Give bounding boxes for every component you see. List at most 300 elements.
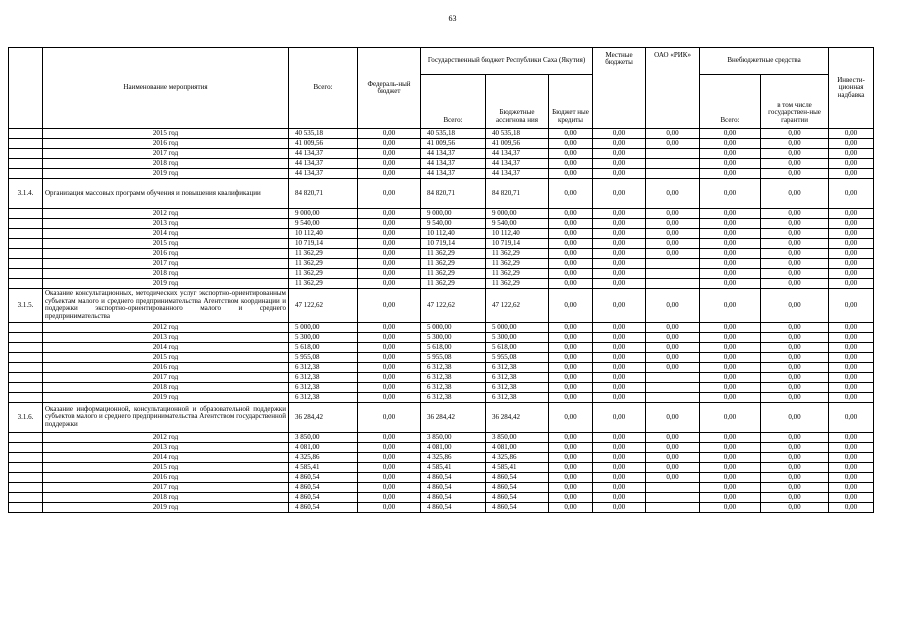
year-row xyxy=(9,159,874,169)
value-cell: 0,00 xyxy=(549,209,593,219)
value-cell: 4 081,00 xyxy=(421,442,486,452)
value-cell: 0,00 xyxy=(700,382,761,392)
value-cell: 0,00 xyxy=(549,219,593,229)
value-cell: 0,00 xyxy=(761,352,829,362)
value-cell: 0,00 xyxy=(761,442,829,452)
value-cell xyxy=(646,372,700,382)
value-cell: 0,00 xyxy=(829,352,874,362)
row-code: 3.1.6. xyxy=(9,402,43,432)
value-cell: 4 860,54 xyxy=(421,492,486,502)
value-cell: 0,00 xyxy=(761,322,829,332)
year-label: 2016 год xyxy=(43,139,289,149)
value-cell: 0,00 xyxy=(700,472,761,482)
value-cell: 6 312,38 xyxy=(289,392,358,402)
value-cell: 5 300,00 xyxy=(421,332,486,342)
value-cell: 0,00 xyxy=(829,279,874,289)
value-cell: 84 820,71 xyxy=(421,179,486,209)
row-code xyxy=(9,502,43,512)
value-cell: 0,00 xyxy=(593,362,646,372)
value-cell: 0,00 xyxy=(593,402,646,432)
value-cell: 6 312,38 xyxy=(289,362,358,372)
value-cell: 36 284,42 xyxy=(486,402,549,432)
value-cell: 0,00 xyxy=(646,352,700,362)
value-cell: 0,00 xyxy=(593,279,646,289)
year-label: 2019 год xyxy=(43,279,289,289)
year-row xyxy=(9,229,874,239)
value-cell: 10 719,14 xyxy=(289,239,358,249)
value-cell: 41 009,56 xyxy=(486,139,549,149)
value-cell: 0,00 xyxy=(829,179,874,209)
value-cell: 41 009,56 xyxy=(289,139,358,149)
row-code: 3.1.4. xyxy=(9,179,43,209)
year-label: 2014 год xyxy=(43,229,289,239)
value-cell: 0,00 xyxy=(700,249,761,259)
measure-row xyxy=(9,179,874,209)
value-cell: 0,00 xyxy=(829,239,874,249)
value-cell: 11 362,29 xyxy=(486,279,549,289)
value-cell: 11 362,29 xyxy=(421,279,486,289)
header-state-allocations: Бюджетные ассигнова ния xyxy=(486,75,549,129)
row-code xyxy=(9,332,43,342)
value-cell: 4 585,41 xyxy=(289,462,358,472)
value-cell: 11 362,29 xyxy=(486,269,549,279)
table-header xyxy=(9,48,874,129)
value-cell: 0,00 xyxy=(646,229,700,239)
value-cell: 0,00 xyxy=(549,239,593,249)
value-cell: 6 312,38 xyxy=(289,372,358,382)
year-row xyxy=(9,482,874,492)
measure-row xyxy=(9,289,874,323)
row-code xyxy=(9,239,43,249)
measure-row xyxy=(9,402,874,432)
value-cell: 0,00 xyxy=(700,279,761,289)
value-cell: 4 860,54 xyxy=(486,472,549,482)
value-cell: 0,00 xyxy=(646,332,700,342)
value-cell: 0,00 xyxy=(358,442,421,452)
header-invest: Инвести-ционная надбавка xyxy=(829,48,874,129)
year-label: 2019 год xyxy=(43,392,289,402)
value-cell: 0,00 xyxy=(549,159,593,169)
table-body xyxy=(9,129,874,513)
value-cell: 0,00 xyxy=(549,259,593,269)
value-cell: 0,00 xyxy=(549,149,593,159)
value-cell: 47 122,62 xyxy=(421,289,486,323)
row-code xyxy=(9,129,43,139)
value-cell: 0,00 xyxy=(761,392,829,402)
value-cell: 0,00 xyxy=(593,452,646,462)
year-label: 2017 год xyxy=(43,372,289,382)
year-label: 2014 год xyxy=(43,342,289,352)
value-cell: 0,00 xyxy=(358,279,421,289)
value-cell: 4 585,41 xyxy=(486,462,549,472)
header-rik: ОАО «РИК» xyxy=(646,48,700,129)
value-cell: 0,00 xyxy=(700,332,761,342)
value-cell: 0,00 xyxy=(593,239,646,249)
year-row xyxy=(9,352,874,362)
year-label: 2015 год xyxy=(43,129,289,139)
value-cell: 0,00 xyxy=(593,269,646,279)
page-number: 63 xyxy=(448,14,457,23)
value-cell: 84 820,71 xyxy=(289,179,358,209)
value-cell xyxy=(646,502,700,512)
value-cell: 0,00 xyxy=(700,402,761,432)
value-cell: 5 000,00 xyxy=(421,322,486,332)
year-label: 2012 год xyxy=(43,432,289,442)
value-cell: 0,00 xyxy=(829,382,874,392)
value-cell: 0,00 xyxy=(761,269,829,279)
year-label: 2013 год xyxy=(43,332,289,342)
value-cell: 0,00 xyxy=(593,149,646,159)
value-cell: 4 081,00 xyxy=(289,442,358,452)
value-cell: 6 312,38 xyxy=(421,392,486,402)
year-row xyxy=(9,239,874,249)
value-cell: 0,00 xyxy=(700,362,761,372)
value-cell: 0,00 xyxy=(761,482,829,492)
value-cell: 6 312,38 xyxy=(421,382,486,392)
value-cell: 0,00 xyxy=(593,169,646,179)
value-cell: 0,00 xyxy=(549,229,593,239)
row-code xyxy=(9,472,43,482)
value-cell: 10 112,40 xyxy=(486,229,549,239)
value-cell: 0,00 xyxy=(761,279,829,289)
value-cell: 6 312,38 xyxy=(486,392,549,402)
value-cell: 0,00 xyxy=(549,342,593,352)
value-cell: 44 134,37 xyxy=(486,169,549,179)
value-cell: 0,00 xyxy=(593,352,646,362)
value-cell xyxy=(646,259,700,269)
value-cell: 44 134,37 xyxy=(486,149,549,159)
row-code xyxy=(9,269,43,279)
row-code xyxy=(9,229,43,239)
value-cell: 4 860,54 xyxy=(289,492,358,502)
value-cell: 4 325,86 xyxy=(421,452,486,462)
row-code xyxy=(9,372,43,382)
value-cell: 0,00 xyxy=(761,219,829,229)
value-cell: 0,00 xyxy=(761,452,829,462)
value-cell: 0,00 xyxy=(646,129,700,139)
value-cell: 9 540,00 xyxy=(421,219,486,229)
value-cell: 6 312,38 xyxy=(486,372,549,382)
value-cell: 0,00 xyxy=(358,229,421,239)
value-cell: 0,00 xyxy=(358,462,421,472)
value-cell: 0,00 xyxy=(358,382,421,392)
value-cell xyxy=(646,169,700,179)
value-cell: 0,00 xyxy=(549,362,593,372)
value-cell: 0,00 xyxy=(593,462,646,472)
header-total: Всего: xyxy=(289,48,358,129)
value-cell xyxy=(646,149,700,159)
value-cell: 0,00 xyxy=(829,392,874,402)
value-cell: 0,00 xyxy=(358,472,421,482)
header-extra-total: Всего: xyxy=(700,75,761,129)
value-cell: 0,00 xyxy=(358,219,421,229)
value-cell: 0,00 xyxy=(549,139,593,149)
value-cell: 5 955,08 xyxy=(289,352,358,362)
value-cell: 3 850,00 xyxy=(421,432,486,442)
value-cell: 10 719,14 xyxy=(421,239,486,249)
measure-name: Оказание информационной, консультационной и образовательной поддержки субъектов малого и среднего предпринимательства Агентством государственной поддержки xyxy=(43,402,289,432)
value-cell: 0,00 xyxy=(646,289,700,323)
year-label: 2019 год xyxy=(43,169,289,179)
value-cell: 5 000,00 xyxy=(486,322,549,332)
year-label: 2013 год xyxy=(43,219,289,229)
value-cell: 0,00 xyxy=(593,159,646,169)
value-cell: 0,00 xyxy=(549,402,593,432)
year-label: 2017 год xyxy=(43,149,289,159)
value-cell: 0,00 xyxy=(358,482,421,492)
row-code xyxy=(9,209,43,219)
year-row xyxy=(9,259,874,269)
value-cell: 0,00 xyxy=(700,492,761,502)
value-cell: 5 000,00 xyxy=(289,322,358,332)
value-cell: 0,00 xyxy=(593,129,646,139)
value-cell: 0,00 xyxy=(829,432,874,442)
value-cell: 0,00 xyxy=(829,482,874,492)
value-cell: 0,00 xyxy=(646,362,700,372)
year-label: 2017 год xyxy=(43,259,289,269)
value-cell: 0,00 xyxy=(549,432,593,442)
value-cell: 11 362,29 xyxy=(289,249,358,259)
row-code xyxy=(9,322,43,332)
year-row xyxy=(9,269,874,279)
value-cell: 0,00 xyxy=(593,209,646,219)
value-cell: 0,00 xyxy=(829,332,874,342)
value-cell: 0,00 xyxy=(646,432,700,442)
row-code xyxy=(9,492,43,502)
value-cell: 0,00 xyxy=(829,372,874,382)
value-cell xyxy=(646,279,700,289)
value-cell: 0,00 xyxy=(761,169,829,179)
value-cell: 0,00 xyxy=(829,492,874,502)
value-cell: 0,00 xyxy=(549,332,593,342)
value-cell: 0,00 xyxy=(646,342,700,352)
header-state-budget: Государственный бюджет Республики Саха (Якутия) xyxy=(421,48,593,75)
value-cell: 0,00 xyxy=(646,179,700,209)
value-cell xyxy=(646,482,700,492)
value-cell: 0,00 xyxy=(593,382,646,392)
value-cell: 0,00 xyxy=(549,482,593,492)
row-code xyxy=(9,149,43,159)
value-cell: 0,00 xyxy=(646,442,700,452)
value-cell: 0,00 xyxy=(549,279,593,289)
header-name: Наименование мероприятия xyxy=(43,48,289,129)
value-cell: 0,00 xyxy=(761,179,829,209)
value-cell: 0,00 xyxy=(761,432,829,442)
year-label: 2019 год xyxy=(43,502,289,512)
value-cell: 0,00 xyxy=(358,432,421,442)
value-cell: 6 312,38 xyxy=(421,372,486,382)
year-label: 2015 год xyxy=(43,239,289,249)
value-cell: 0,00 xyxy=(358,259,421,269)
value-cell: 0,00 xyxy=(761,139,829,149)
year-row xyxy=(9,472,874,482)
row-code xyxy=(9,442,43,452)
year-label: 2012 год xyxy=(43,209,289,219)
value-cell: 0,00 xyxy=(700,209,761,219)
value-cell xyxy=(646,382,700,392)
value-cell: 4 860,54 xyxy=(421,502,486,512)
value-cell: 0,00 xyxy=(761,149,829,159)
value-cell: 0,00 xyxy=(646,462,700,472)
value-cell: 0,00 xyxy=(593,229,646,239)
value-cell: 10 112,40 xyxy=(289,229,358,239)
value-cell: 5 955,08 xyxy=(486,352,549,362)
row-code xyxy=(9,462,43,472)
value-cell: 4 860,54 xyxy=(486,492,549,502)
header-federal: Федераль-ный бюджет xyxy=(358,48,421,129)
value-cell: 4 081,00 xyxy=(486,442,549,452)
value-cell: 0,00 xyxy=(761,462,829,472)
year-row xyxy=(9,209,874,219)
value-cell: 0,00 xyxy=(829,322,874,332)
year-label: 2015 год xyxy=(43,352,289,362)
value-cell: 0,00 xyxy=(829,342,874,352)
value-cell: 0,00 xyxy=(593,492,646,502)
value-cell: 0,00 xyxy=(549,129,593,139)
year-row xyxy=(9,332,874,342)
value-cell: 0,00 xyxy=(549,502,593,512)
value-cell: 44 134,37 xyxy=(421,149,486,159)
value-cell: 0,00 xyxy=(829,229,874,239)
value-cell: 0,00 xyxy=(761,129,829,139)
value-cell: 0,00 xyxy=(549,322,593,332)
header-extra: Внебюджетные средства xyxy=(700,48,829,75)
value-cell: 6 312,38 xyxy=(486,362,549,372)
value-cell: 0,00 xyxy=(700,462,761,472)
value-cell: 4 860,54 xyxy=(486,502,549,512)
value-cell: 11 362,29 xyxy=(421,249,486,259)
value-cell: 0,00 xyxy=(700,322,761,332)
value-cell: 0,00 xyxy=(829,249,874,259)
year-row xyxy=(9,432,874,442)
budget-table xyxy=(8,47,874,513)
row-code xyxy=(9,392,43,402)
year-row xyxy=(9,169,874,179)
value-cell: 0,00 xyxy=(761,502,829,512)
value-cell: 6 312,38 xyxy=(289,382,358,392)
value-cell: 0,00 xyxy=(358,332,421,342)
row-code xyxy=(9,342,43,352)
value-cell: 0,00 xyxy=(829,209,874,219)
value-cell: 41 009,56 xyxy=(421,139,486,149)
value-cell: 0,00 xyxy=(593,332,646,342)
value-cell: 0,00 xyxy=(549,289,593,323)
year-row xyxy=(9,322,874,332)
value-cell: 9 000,00 xyxy=(421,209,486,219)
value-cell: 11 362,29 xyxy=(486,259,549,269)
value-cell: 0,00 xyxy=(700,392,761,402)
value-cell: 0,00 xyxy=(761,159,829,169)
row-code xyxy=(9,259,43,269)
value-cell: 0,00 xyxy=(593,219,646,229)
year-label: 2015 год xyxy=(43,462,289,472)
value-cell: 0,00 xyxy=(700,452,761,462)
value-cell: 0,00 xyxy=(761,209,829,219)
row-code xyxy=(9,382,43,392)
year-row xyxy=(9,392,874,402)
row-code xyxy=(9,249,43,259)
value-cell: 0,00 xyxy=(358,352,421,362)
value-cell: 0,00 xyxy=(593,179,646,209)
value-cell: 0,00 xyxy=(700,372,761,382)
value-cell: 0,00 xyxy=(646,249,700,259)
value-cell: 9 000,00 xyxy=(289,209,358,219)
value-cell: 0,00 xyxy=(700,219,761,229)
value-cell: 0,00 xyxy=(593,432,646,442)
value-cell: 4 325,86 xyxy=(289,452,358,462)
value-cell: 44 134,37 xyxy=(289,159,358,169)
value-cell: 0,00 xyxy=(761,382,829,392)
year-label: 2017 год xyxy=(43,482,289,492)
value-cell: 0,00 xyxy=(829,139,874,149)
year-label: 2013 год xyxy=(43,442,289,452)
row-code xyxy=(9,279,43,289)
value-cell: 0,00 xyxy=(593,372,646,382)
value-cell: 0,00 xyxy=(593,392,646,402)
value-cell: 0,00 xyxy=(549,442,593,452)
value-cell: 40 535,18 xyxy=(289,129,358,139)
value-cell: 10 719,14 xyxy=(486,239,549,249)
year-label: 2018 год xyxy=(43,269,289,279)
value-cell: 9 540,00 xyxy=(486,219,549,229)
value-cell: 44 134,37 xyxy=(289,149,358,159)
value-cell: 0,00 xyxy=(549,392,593,402)
value-cell: 0,00 xyxy=(549,269,593,279)
value-cell: 0,00 xyxy=(358,392,421,402)
value-cell: 0,00 xyxy=(700,179,761,209)
value-cell: 0,00 xyxy=(549,179,593,209)
value-cell: 0,00 xyxy=(829,472,874,482)
value-cell: 0,00 xyxy=(646,472,700,482)
measure-name: Организация массовых программ обучения и повышения квалификации xyxy=(43,179,289,209)
value-cell: 0,00 xyxy=(593,322,646,332)
row-code xyxy=(9,169,43,179)
year-row xyxy=(9,139,874,149)
value-cell: 0,00 xyxy=(700,169,761,179)
value-cell: 0,00 xyxy=(549,472,593,482)
value-cell: 0,00 xyxy=(761,239,829,249)
value-cell: 0,00 xyxy=(700,259,761,269)
year-row xyxy=(9,149,874,159)
measure-name: Оказание консультационных, методических услуг экспортно-ориентированным субъектам малого и среднего предпринимательства Агентством координации и поддержки экспортно-ориентированного малого и среднего предпринимательства xyxy=(43,289,289,323)
value-cell: 0,00 xyxy=(646,322,700,332)
value-cell: 0,00 xyxy=(593,249,646,259)
value-cell: 0,00 xyxy=(700,159,761,169)
year-row xyxy=(9,362,874,372)
value-cell: 11 362,29 xyxy=(289,259,358,269)
value-cell: 0,00 xyxy=(358,322,421,332)
value-cell: 0,00 xyxy=(593,442,646,452)
value-cell: 0,00 xyxy=(358,452,421,462)
value-cell: 6 312,38 xyxy=(421,362,486,372)
value-cell: 0,00 xyxy=(358,289,421,323)
value-cell: 40 535,18 xyxy=(421,129,486,139)
value-cell: 0,00 xyxy=(358,269,421,279)
value-cell: 0,00 xyxy=(549,452,593,462)
value-cell: 0,00 xyxy=(646,452,700,462)
value-cell: 11 362,29 xyxy=(421,259,486,269)
header-state-credits: Бюджет ные кредиты xyxy=(549,75,593,129)
value-cell: 0,00 xyxy=(761,492,829,502)
value-cell: 0,00 xyxy=(358,239,421,249)
value-cell: 0,00 xyxy=(761,259,829,269)
value-cell: 0,00 xyxy=(761,229,829,239)
value-cell: 11 362,29 xyxy=(486,249,549,259)
value-cell: 5 300,00 xyxy=(289,332,358,342)
value-cell: 0,00 xyxy=(700,432,761,442)
value-cell: 0,00 xyxy=(829,269,874,279)
value-cell: 9 540,00 xyxy=(289,219,358,229)
